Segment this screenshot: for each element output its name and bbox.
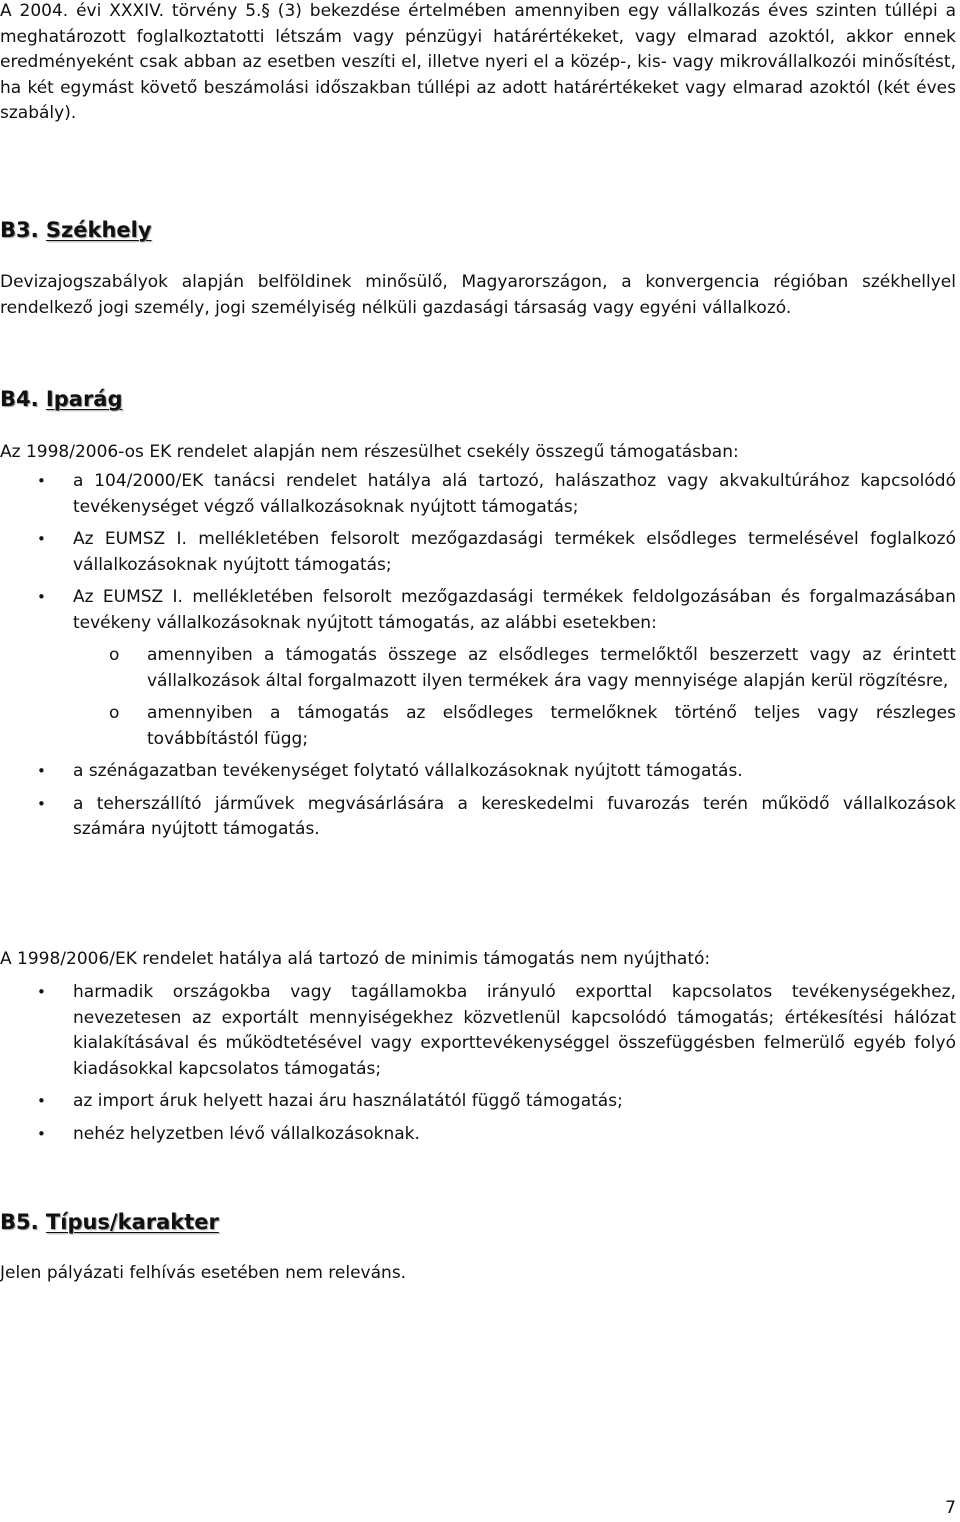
- circle-bullet-icon: o: [109, 645, 120, 665]
- list-item: [0, 1122, 956, 1148]
- b4-lead-2: A 1998/2006/EK rendelet hatálya alá tartozó de minimis támogatás nem nyújtható:: [0, 949, 711, 969]
- section-title: Székhely: [45, 218, 152, 242]
- section-title: Típus/karakter: [45, 1210, 219, 1234]
- section-number: B5.: [0, 1210, 39, 1234]
- bullet-icon: •: [37, 1092, 46, 1110]
- bullet-icon: •: [37, 588, 46, 606]
- sub-list: [73, 643, 956, 752]
- excluded-aid-list: [0, 469, 956, 850]
- list-item-text: harmadik országokba vagy tagállamokba irányuló exporttal kapcsolatos tevékenységekhez, nevezetesen az exportált mennyiségekhez közvetlenül kapcsolódó támogatás; értékesítési hálózat kialakításával és működtetésével vagy exporttevékenységgel összefüggésben felmerülő egyéb folyó kiadásokkal kapcsolatos támogatás;: [73, 982, 956, 1079]
- list-item: [0, 980, 956, 1082]
- bullet-icon: •: [37, 530, 46, 548]
- list-item-text: a szénágazatban tevékenységet folytató vállalkozásoknak nyújtott támogatás.: [73, 761, 743, 781]
- list-item-text: nehéz helyzetben lévő vállalkozásoknak.: [73, 1123, 420, 1144]
- b4-lead-1: Az 1998/2006-os EK rendelet alapján nem részesülhet csekély összegű támogatásban:: [0, 442, 739, 462]
- page-number: 7: [945, 1498, 956, 1518]
- list-item: [0, 792, 956, 843]
- bullet-icon: •: [37, 794, 46, 813]
- sub-list-item-text: amennyiben a támogatás az elsődleges termelőknek történő teljes vagy részleges továbbítástól függ;: [147, 703, 956, 749]
- section-heading-b3: [0, 217, 152, 243]
- list-item: [0, 527, 956, 578]
- list-item: [0, 759, 956, 785]
- circle-bullet-icon: o: [109, 703, 120, 723]
- list-item: [0, 469, 956, 520]
- b5-paragraph: Jelen pályázati felhívás esetében nem releváns.: [0, 1263, 407, 1283]
- list-item: [0, 1089, 956, 1115]
- bullet-icon: •: [37, 983, 46, 1001]
- bullet-icon: •: [37, 472, 46, 490]
- list-item-text: a 104/2000/EK tanácsi rendelet hatálya alá tartozó, halászathoz vagy akvakultúrához kapcsolódó tevékenységet végző vállalkozásoknak nyújtott támogatás;: [73, 471, 956, 517]
- section-number: B4.: [0, 387, 39, 411]
- sub-list-item: [71, 643, 956, 694]
- bullet-icon: •: [37, 762, 46, 780]
- sub-list-item-text: amennyiben a támogatás összege az elsődleges termelőktől beszerzett vagy az érintett vállalkozások által forgalmazott ilyen termékek ára vagy mennyisége alapján kerül rögzítésre,: [147, 645, 956, 691]
- bullet-icon: •: [37, 1124, 46, 1143]
- section-number: B3.: [0, 218, 39, 242]
- b3-paragraph: Devizajogszabályok alapján belföldinek minősülő, Magyarországon, a konvergencia régióban székhellyel rendelkező jogi személy, jogi személyiség nélküli gazdasági társaság vagy egyéni vállalkozó.: [0, 272, 956, 318]
- list-item: [0, 585, 956, 752]
- intro-paragraph: A 2004. évi XXXIV. törvény 5.§ (3) bekezdése értelmében amennyiben egy vállalkozás éves szinten túllépi a meghatározott foglalkoztatotti létszám vagy pénzügyi határértékeket, vagy elmarad azoktól, akkor ennek eredményeként csak abban az esetben veszíti el, illetve nyeri el a közép-, kis- vagy mikrovállalkozói minősítést, ha két egymást követő beszámolási időszakban túllépi az adott határértékeket vagy elmarad azoktól (két éves szabály).: [0, 1, 956, 123]
- list-item-text: a teherszállító járművek megvásárlására a kereskedelmi fuvarozás terén működő vállalkozások számára nyújtott támogatás.: [73, 793, 956, 839]
- list-item-text: Az EUMSZ I. mellékletében felsorolt mezőgazdasági termékek elsődleges termelésével foglalkozó vállalkozásoknak nyújtott támogatás;: [73, 529, 956, 575]
- section-title: Iparág: [45, 387, 123, 411]
- list-item-text: az import áruk helyett hazai áru használatától függő támogatás;: [73, 1091, 623, 1111]
- de-minimis-exclusion-list: [0, 980, 956, 1154]
- section-heading-b5: [0, 1209, 219, 1235]
- list-item-text: Az EUMSZ I. mellékletében felsorolt mezőgazdasági termékek feldolgozásában és forgalmazásában tevékeny vállalkozásoknak nyújtott támogatás, az alábbi esetekben:: [73, 587, 956, 633]
- section-heading-b4: [0, 386, 123, 412]
- sub-list-item: [71, 701, 956, 752]
